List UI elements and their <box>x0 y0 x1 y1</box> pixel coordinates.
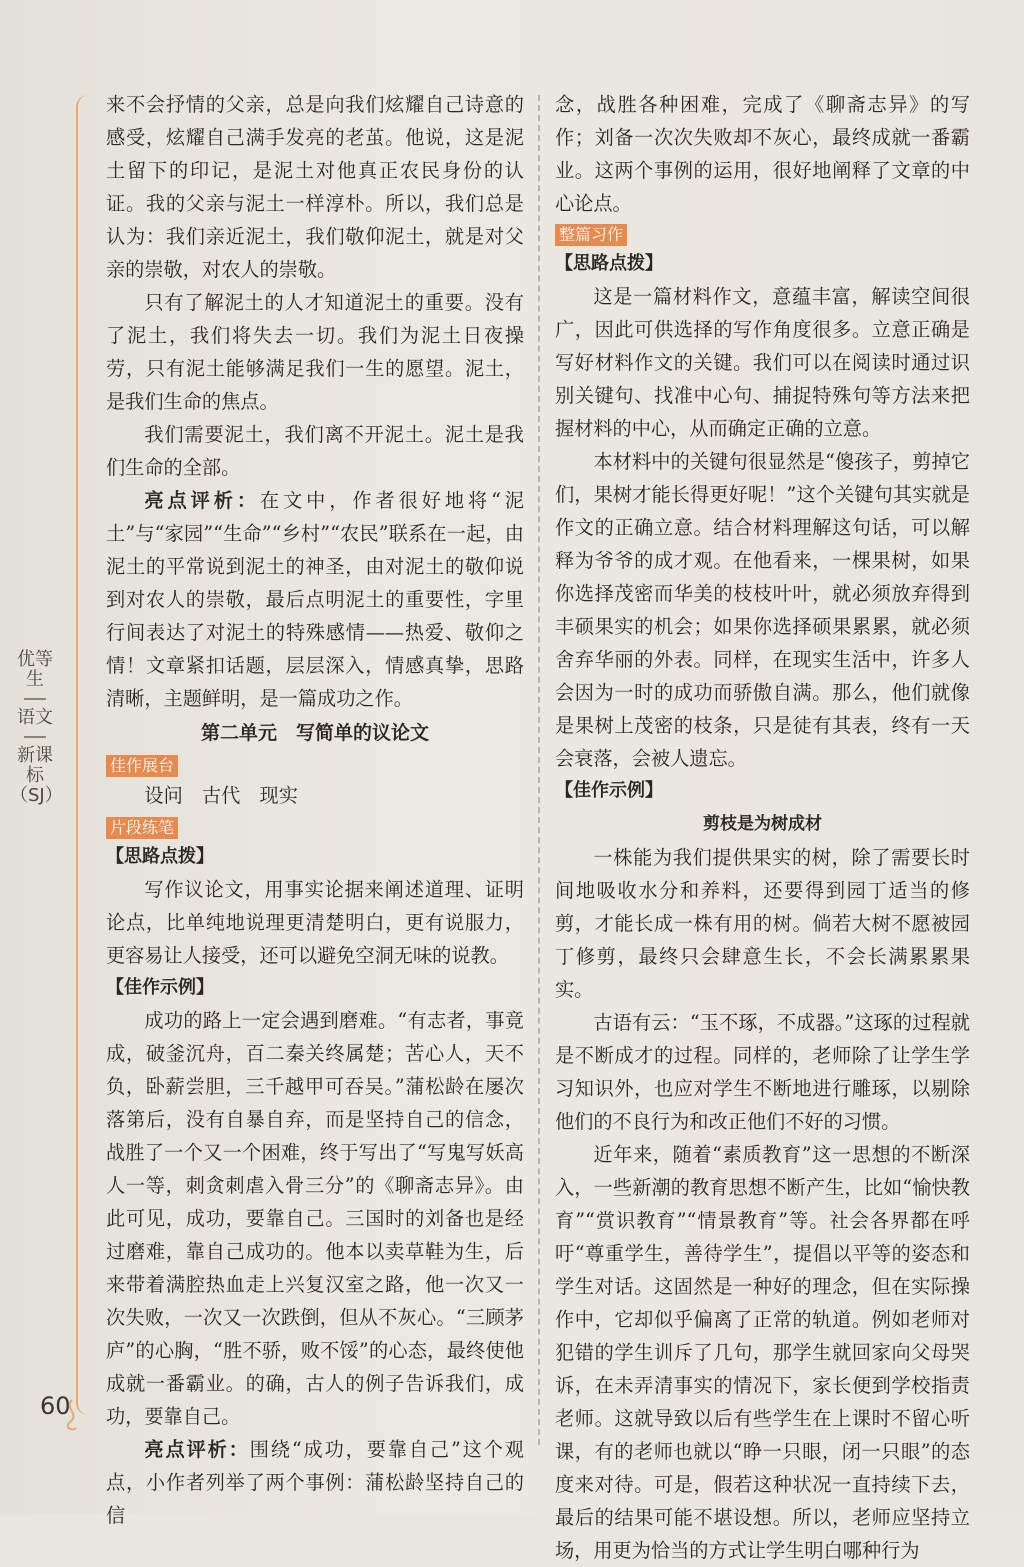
section-tag: 整篇习作 <box>555 224 627 246</box>
section-heading: 【佳作示例】 <box>555 780 663 801</box>
margin-rule <box>76 95 92 1415</box>
highlight-label: 亮点评析： <box>144 489 260 512</box>
section-tag: 佳作展台 <box>106 755 178 777</box>
example-paragraph: 近年来，随着“素质教育”这一思想的不断深入，一些新潮的教育思想不断产生，比如“愉快教育”“赏识教育”“情景教育”等。社会各界都在呼吁“尊重学生，善待学生”，提倡以平等的姿态和学生对话。这固然是一种好的理念，但在实际操作中，它却似乎偏离了正常的轨道。例如老师对犯错的学生训斥了几句，那学生就回家向父母哭诉，在未弄清事实的情况下，家长便到学校指责老师。这就导致以后有些学生在上课时不留心听课，有的老师也就以“睁一只眼，闭一只眼”的态度来对待。可是，假若这种状况一直持续下去，最后的结果可能不堪设想。所以，老师应坚持立场，用更为恰当的方式让学生明白哪种行为 <box>555 1143 970 1562</box>
keyword-line: 设问 古代 现实 <box>144 784 298 807</box>
guide-paragraph: 这是一篇材料作文，意蕴丰富，解读空间很广，因此可供选择的写作角度很多。立意正确是写好材料作文的关键。我们可以在阅读时通过识别关键句、找准中心句、捕捉特殊句等方法来把握材料的中心，从而确定正确的立意。 <box>555 285 970 440</box>
section-heading: 【佳作示例】 <box>106 977 214 998</box>
essay-paragraph: 来不会抒情的父亲，总是向我们炫耀自己诗意的感受，炫耀自己满手发亮的老茧。他说，这是泥土留下的印记，是泥土对他真正农民身份的认证。我的父亲与泥土一样淳朴。所以，我们总是认为：我们亲近泥土，我们敬仰泥土，就是对父亲的崇敬，对农人的崇敬。 <box>106 93 524 281</box>
highlight-review <box>106 1433 524 1532</box>
guide-paragraph: 写作议论文，用事实论据来阐述道理、证明论点，比单纯地说理更清楚明白，更有说服力，更容易让人接受，还可以避免空洞无味的说教。 <box>106 878 524 967</box>
example-paragraph: 成功的路上一定会遇到磨难。“有志者，事竟成，破釜沉舟，百二秦关终属楚；苦心人，天不负，卧薪尝胆，三千越甲可吞吴。”蒲松龄在屡次落第后，没有自暴自弃，而是坚持自己的信念，战胜了一个又一个困难，终于写出了“写鬼写妖高人一等，刺贪刺虐入骨三分”的《聊斋志异》。由此可见，成功，要靠自己。三国时的刘备也是经过磨难，靠自己成功的。他本以卖草鞋为生，后来带着满腔热血走上兴复汉室之路，他一次又一次失败，一次又一次跌倒，但从不灰心。“三顾茅庐”的心胸，“胜不骄，败不馁”的心态，最终使他成就一番霸业。的确，古人的例子告诉我们，成功，要靠自己。 <box>106 1009 524 1428</box>
side-separator <box>24 698 46 700</box>
left-column <box>106 88 524 1532</box>
side-label <box>10 649 63 806</box>
side-label-level: 优等生 <box>17 649 53 690</box>
essay-paragraph: 只有了解泥土的人才知道泥土的重要。没有了泥土，我们将失去一切。我们为泥土日夜操劳，只有泥土能够满足我们一生的愿望。泥土，是我们生命的焦点。 <box>106 291 524 413</box>
highlight-review <box>106 484 524 715</box>
column-divider <box>538 95 540 1445</box>
section-heading: 【思路点拨】 <box>106 846 214 867</box>
swirl-ornament-icon <box>62 1398 82 1434</box>
section-heading: 【思路点拨】 <box>555 253 663 274</box>
side-separator <box>24 736 46 738</box>
right-column <box>555 88 970 1567</box>
continued-paragraph: 念，战胜各种困难，完成了《聊斋志异》的写作；刘备一次次失败却不灰心，最终成就一番霸业。这两个事例的运用，很好地阐释了文章的中心论点。 <box>555 93 970 215</box>
example-title: 剪枝是为树成材 <box>703 814 822 834</box>
highlight-text: 围绕“成功，要靠自己”这个观点，小作者列举了两个事例：蒲松龄坚持自己的信 <box>106 1438 524 1527</box>
guide-paragraph: 本材料中的关键句很显然是“傻孩子，剪掉它们，果树才能长得更好呢！”这个关键句其实就是作文的正确立意。结合材料理解这句话，可以解释为爷爷的成才观。在他看来，一棵果树，如果你选择茂密而华美的枝枝叶叶，就必须放弃得到丰硕果实的机会；如果你选择硕果累累，就必须舍弃华丽的外表。同样，在现实生活中，许多人会因为一时的成功而骄傲自满。那么，他们就像是果树上茂密的枝条，只是徒有其表，终有一天会衰落，会被人遗忘。 <box>555 450 970 770</box>
unit-title: 第二单元 写简单的议论文 <box>200 722 429 744</box>
example-paragraph: 一株能为我们提供果实的树，除了需要长时间地吸收水分和养料，还要得到园丁适当的修剪，才能长成一株有用的树。倘若大树不愿被园丁修剪，最终只会肆意生长，不会长满累累果实。 <box>555 846 970 1001</box>
section-tag: 片段练笔 <box>106 817 178 839</box>
example-paragraph: 古语有云：“玉不琢，不成器。”这琢的过程就是不断成才的过程。同样的，老师除了让学生学习知识外，也应对学生不断地进行雕琢，以剔除他们的不良行为和改正他们不好的习惯。 <box>555 1011 970 1133</box>
side-label-subject: 语文 <box>17 707 53 728</box>
highlight-text: 在文中，作者很好地将“泥土”与“家园”“生命”“乡村”“农民”联系在一起，由泥土的平常说到泥土的神圣，由对泥土的敬仰说到对农人的崇敬，最后点明泥土的重要性，字里行间表达了对泥土的特殊感情——热爱、敬仰之情！文章紧扣话题，层层深入，情感真挚，思路清晰，主题鲜明，是一篇成功之作。 <box>106 489 524 710</box>
highlight-label: 亮点评析： <box>144 1438 250 1461</box>
essay-paragraph: 我们需要泥土，我们离不开泥土。泥土是我们生命的全部。 <box>106 423 524 479</box>
page-number: 60 <box>40 1392 71 1420</box>
side-label-edition: 新课标（SJ） <box>10 745 63 806</box>
